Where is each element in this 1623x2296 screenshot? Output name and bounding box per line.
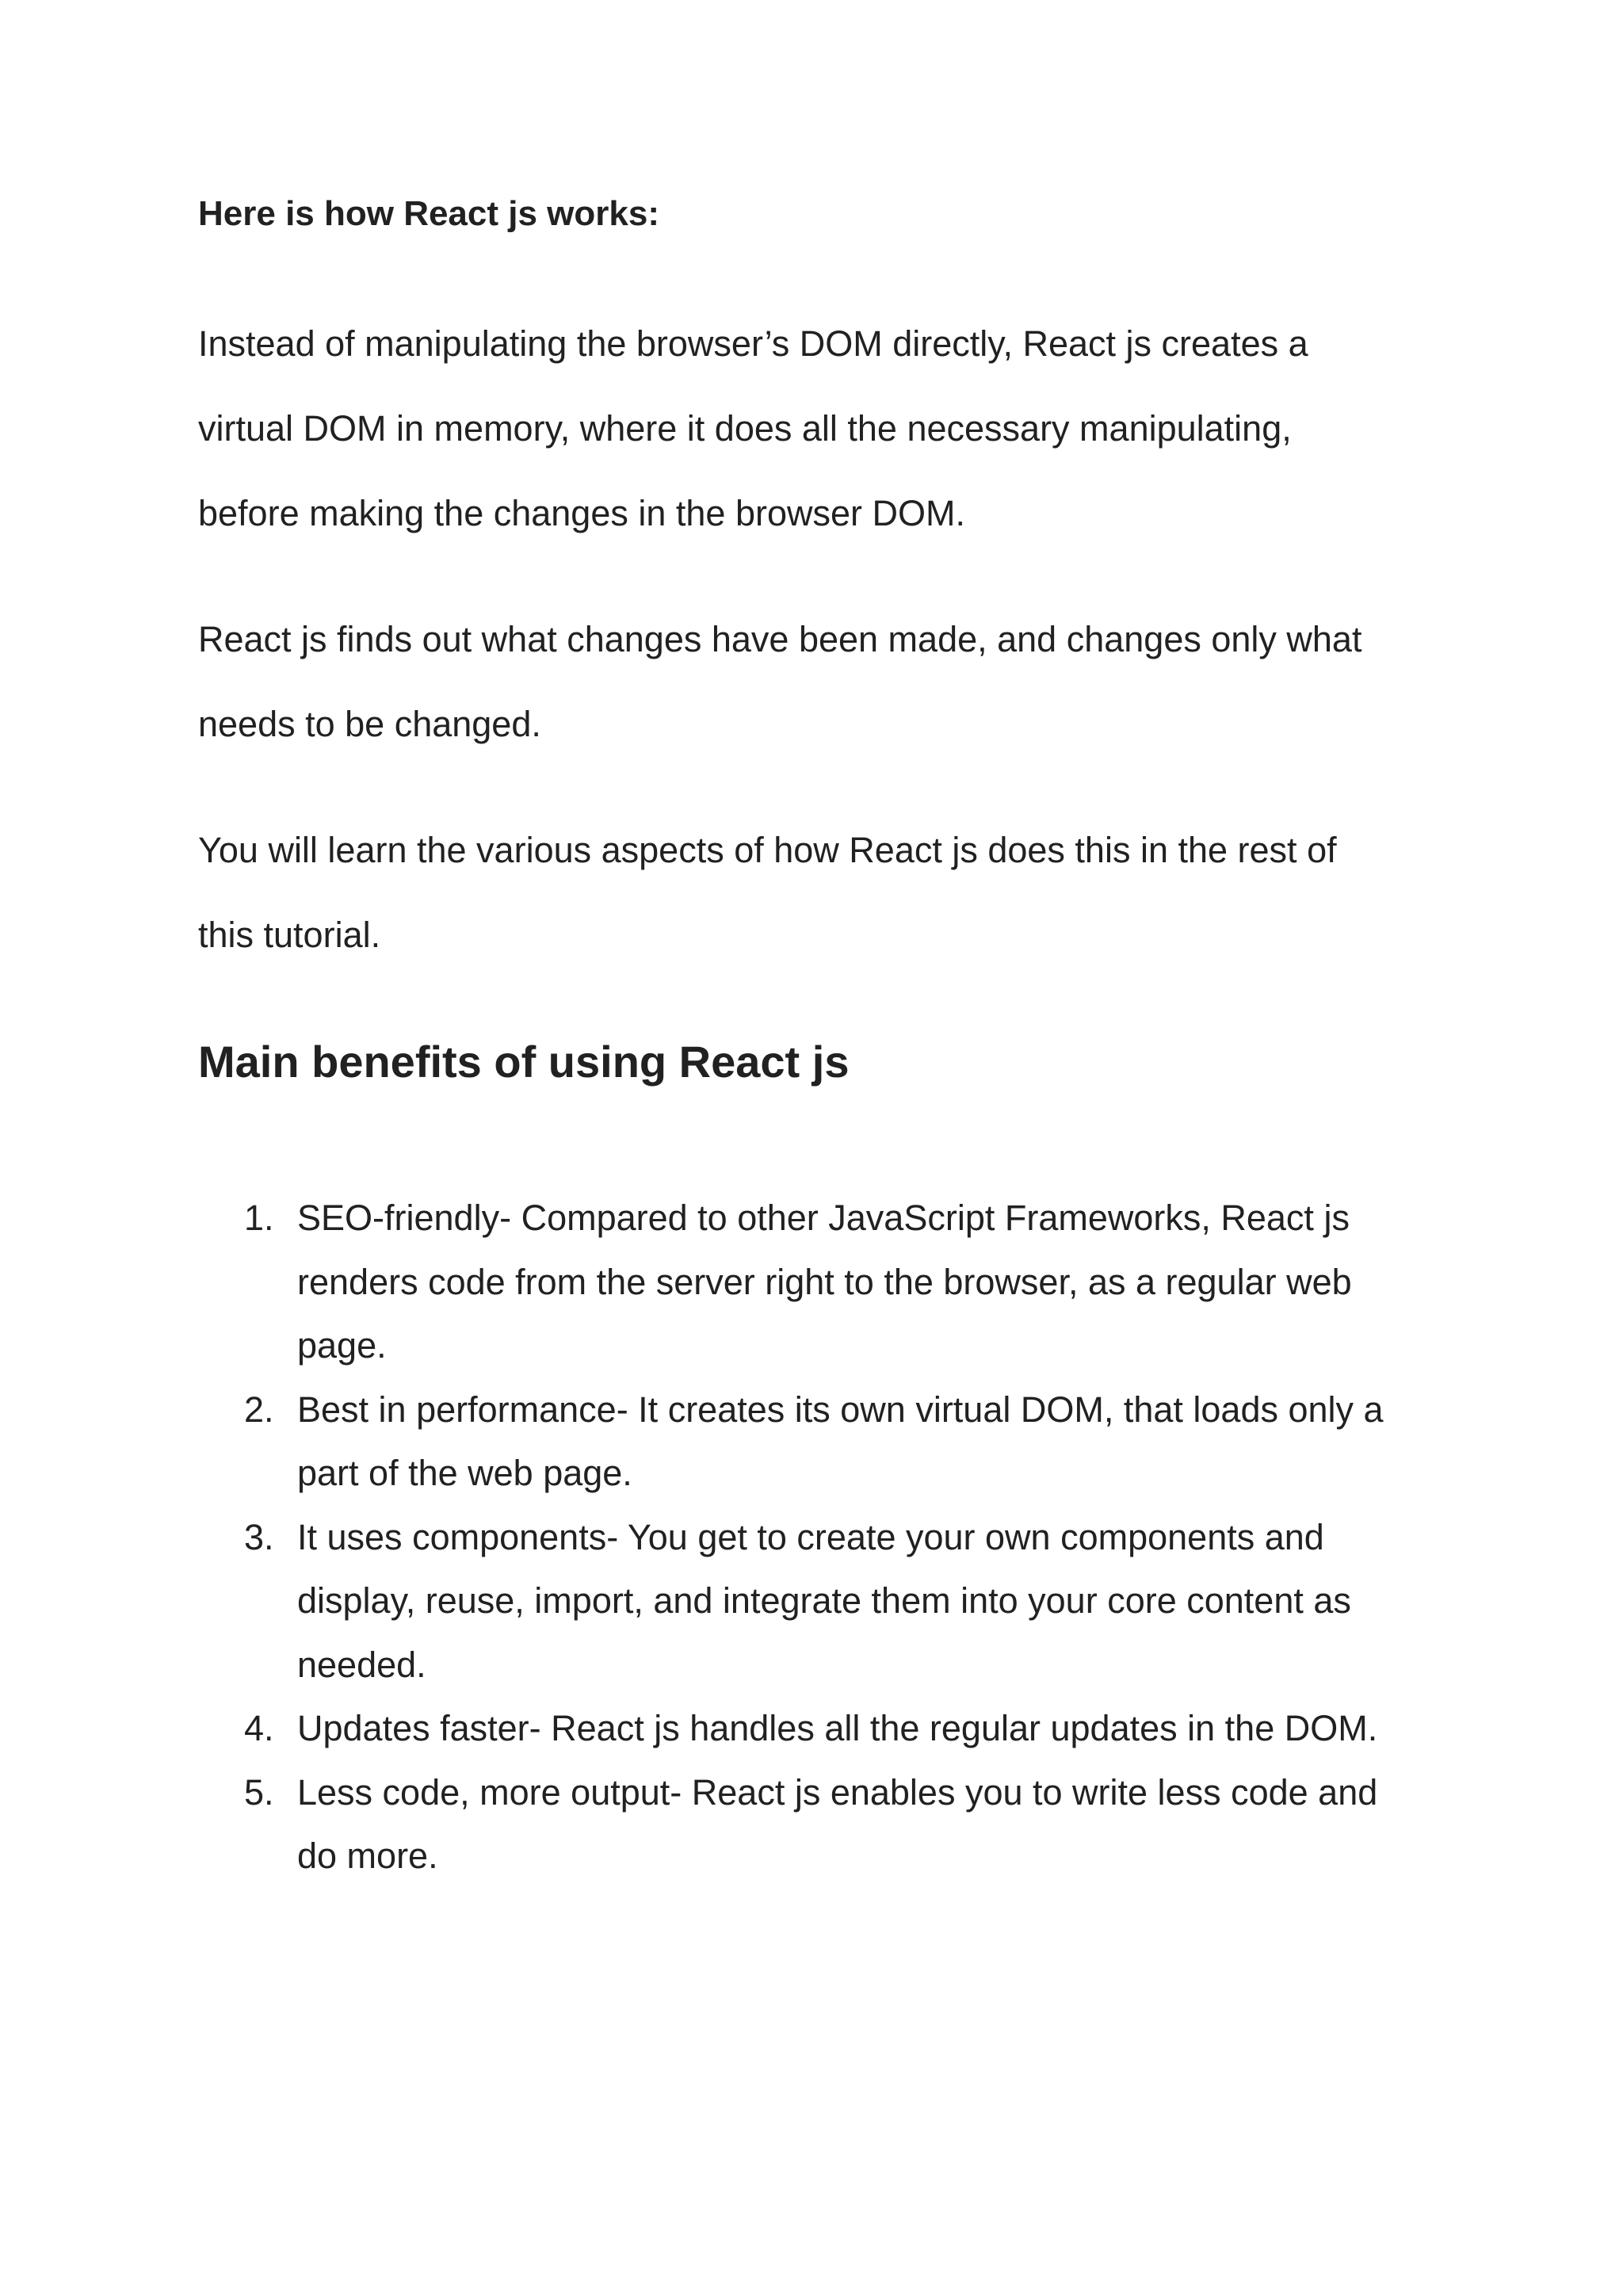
list-item-line: display, reuse, import, and integrate them into your core content as <box>297 1580 1351 1621</box>
section-title: Main benefits of using React js <box>198 1037 850 1087</box>
paragraph-line: React js finds out what changes have been made, and changes only what <box>198 619 1362 659</box>
paragraph-line: virtual DOM in memory, where it does all the necessary manipulating, <box>198 408 1292 449</box>
list-item-line: Best in performance- It creates its own virtual DOM, that loads only a <box>297 1389 1384 1430</box>
list-item-line: part of the web page. <box>297 1453 632 1493</box>
paragraph-line: this tutorial. <box>198 915 381 955</box>
list-item-line: renders code from the server right to the browser, as a regular web <box>297 1261 1352 1302</box>
paragraph-dom-explanation <box>198 301 1434 556</box>
list-number: 4. <box>244 1708 274 1748</box>
list-number: 2. <box>244 1389 274 1430</box>
paragraph-changes <box>198 597 1434 766</box>
list-item <box>198 1186 1434 1378</box>
benefits-list <box>198 1186 1434 1889</box>
list-item-line: needed. <box>297 1644 426 1685</box>
list-item <box>198 1506 1434 1698</box>
list-item <box>198 1378 1434 1506</box>
paragraph-line: You will learn the various aspects of how React js does this in the rest of <box>198 830 1337 870</box>
list-item <box>198 1697 1434 1761</box>
list-item-line: Updates faster- React js handles all the regular updates in the DOM. <box>297 1708 1378 1748</box>
paragraph-line: Instead of manipulating the browser’s DOM directly, React js creates a <box>198 323 1308 364</box>
paragraph-tutorial-note <box>198 808 1434 977</box>
list-item-line: It uses components- You get to create your own components and <box>297 1516 1324 1557</box>
list-item-line: do more. <box>297 1836 438 1876</box>
list-item-line: SEO-friendly- Compared to other JavaScript Frameworks, React js <box>297 1198 1350 1238</box>
paragraph-line: before making the changes in the browser DOM. <box>198 493 965 533</box>
list-number: 5. <box>244 1771 274 1813</box>
list-item-line: page. <box>297 1325 387 1366</box>
intro-heading: Here is how React js works: <box>198 194 659 233</box>
list-number: 3. <box>244 1516 274 1557</box>
list-number: 1. <box>244 1198 274 1238</box>
list-item <box>198 1761 1434 1889</box>
paragraph-line: needs to be changed. <box>198 704 541 744</box>
list-item-line: Less code, more output- React js enables you to write less code and <box>297 1771 1378 1813</box>
